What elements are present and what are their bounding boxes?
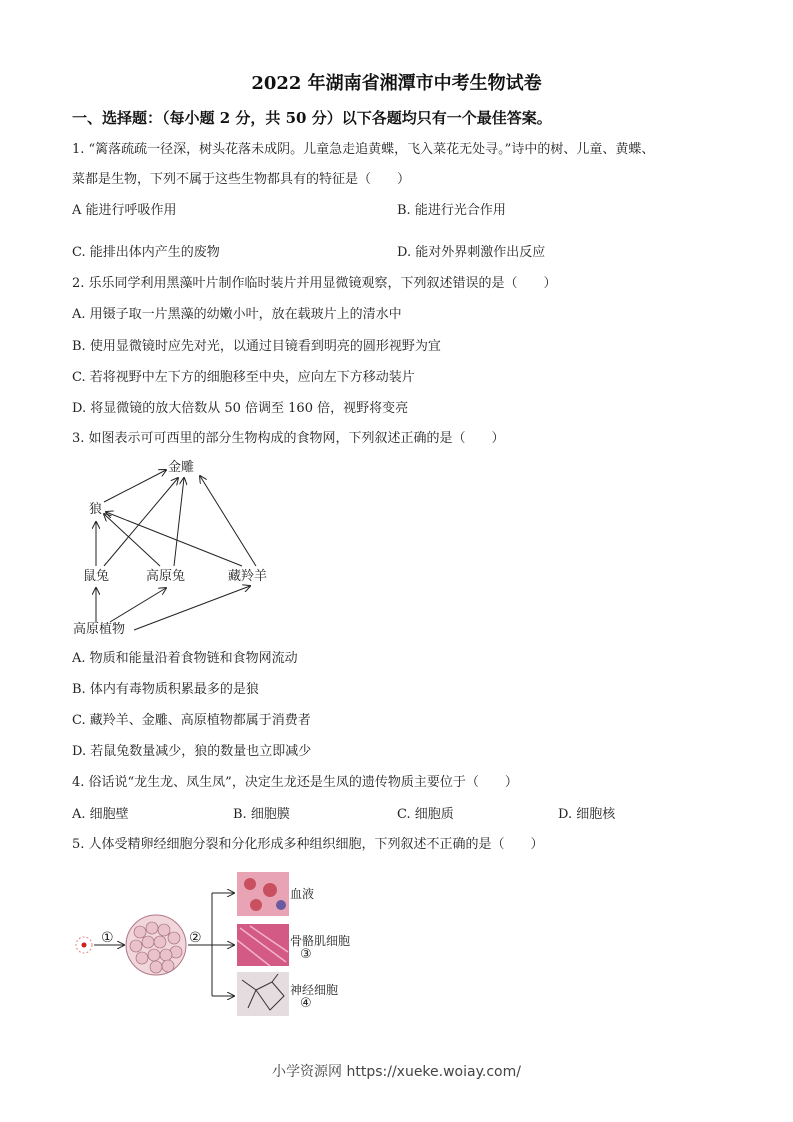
q2-option-c: C. 若将视野中左下方的细胞移至中央，应向左下方移动装片: [72, 370, 415, 385]
q2-option-d: D. 将显微镜的放大倍数从 50 倍调至 160 倍，视野将变亮: [72, 401, 409, 416]
q3-option-a: A. 物质和能量沿着食物链和食物网流动: [72, 651, 298, 666]
q4-option-b: B. 细胞膜: [233, 807, 290, 822]
food-web-arrows: [96, 470, 256, 630]
q1-stem-cont: 菜都是生物，下列不属于这些生物都具有的特征是（ ）: [72, 172, 411, 187]
q2-stem: 2. 乐乐同学利用黑藻叶片制作临时装片并用显微镜观察，下列叙述错误的是（ ）: [72, 276, 557, 291]
node-golden-eagle: 金雕: [168, 460, 195, 475]
q2-option-a: A. 用镊子取一片黑藻的幼嫩小叶，放在载玻片上的清水中: [72, 307, 402, 322]
section-heading: 一、选择题：（每小题 2 分，共 50 分）以下各题均只有一个最佳答案。: [72, 109, 552, 127]
q4-option-a: A. 细胞壁: [72, 807, 129, 822]
q3-stem: 3. 如图表示可可西里的部分生物构成的食物网，下列叙述正确的是（ ）: [72, 431, 505, 446]
nerve-number: ④: [300, 996, 312, 1011]
nerve-image: [237, 972, 289, 1016]
node-plateau-plants: 高原植物: [73, 622, 126, 637]
nerve-label: 神经细胞: [290, 983, 339, 997]
q4-option-c: C. 细胞质: [397, 807, 454, 822]
step-2-label: ②: [189, 930, 202, 946]
q2-option-b: B. 使用显微镜时应先对光，以通过目镜看到明亮的圆形视野为宜: [72, 339, 441, 354]
q1-stem: 1. “篱落疏疏一径深，树头花落未成阴。儿童急走追黄蝶，飞入菜花无处寻。”诗中的树、儿童、黄蝶、: [72, 142, 655, 157]
node-plateau-hare: 高原兔: [146, 569, 186, 584]
q5-stem: 5. 人体受精卵经细胞分裂和分化形成多种组织细胞，下列叙述不正确的是（ ）: [72, 837, 544, 852]
q4-stem: 4. 俗话说“龙生龙、凤生凤”，决定生龙还是生凤的遗传物质主要位于（ ）: [72, 775, 518, 790]
step-1-label: ①: [101, 930, 114, 946]
node-tibetan-antelope: 藏羚羊: [228, 569, 268, 584]
q4-option-d: D. 细胞核: [558, 807, 616, 822]
q1-option-c: C. 能排出体内产生的废物: [72, 245, 220, 260]
q1-option-d: D. 能对外界刺激作出反应: [397, 245, 546, 260]
muscle-number: ③: [300, 947, 312, 962]
node-pika: 鼠兔: [83, 569, 110, 584]
q3-option-b: B. 体内有毒物质积累最多的是狼: [72, 682, 259, 697]
q3-option-c: C. 藏羚羊、金雕、高原植物都属于消费者: [72, 713, 311, 728]
muscle-label: 骨骼肌细胞: [290, 934, 351, 948]
q3-option-d: D. 若鼠兔数量减少，狼的数量也立即减少: [72, 744, 312, 759]
footer-watermark: 小学资源网 https://xueke.woiay.com/: [272, 1064, 521, 1080]
q1-option-b: B. 能进行光合作用: [397, 203, 506, 218]
blood-label: 血液: [290, 887, 315, 901]
node-wolf: 狼: [89, 502, 103, 517]
q1-option-a: A 能进行呼吸作用: [72, 203, 177, 218]
page-title: 2022 年湖南省湘潭市中考生物试卷: [251, 73, 542, 94]
